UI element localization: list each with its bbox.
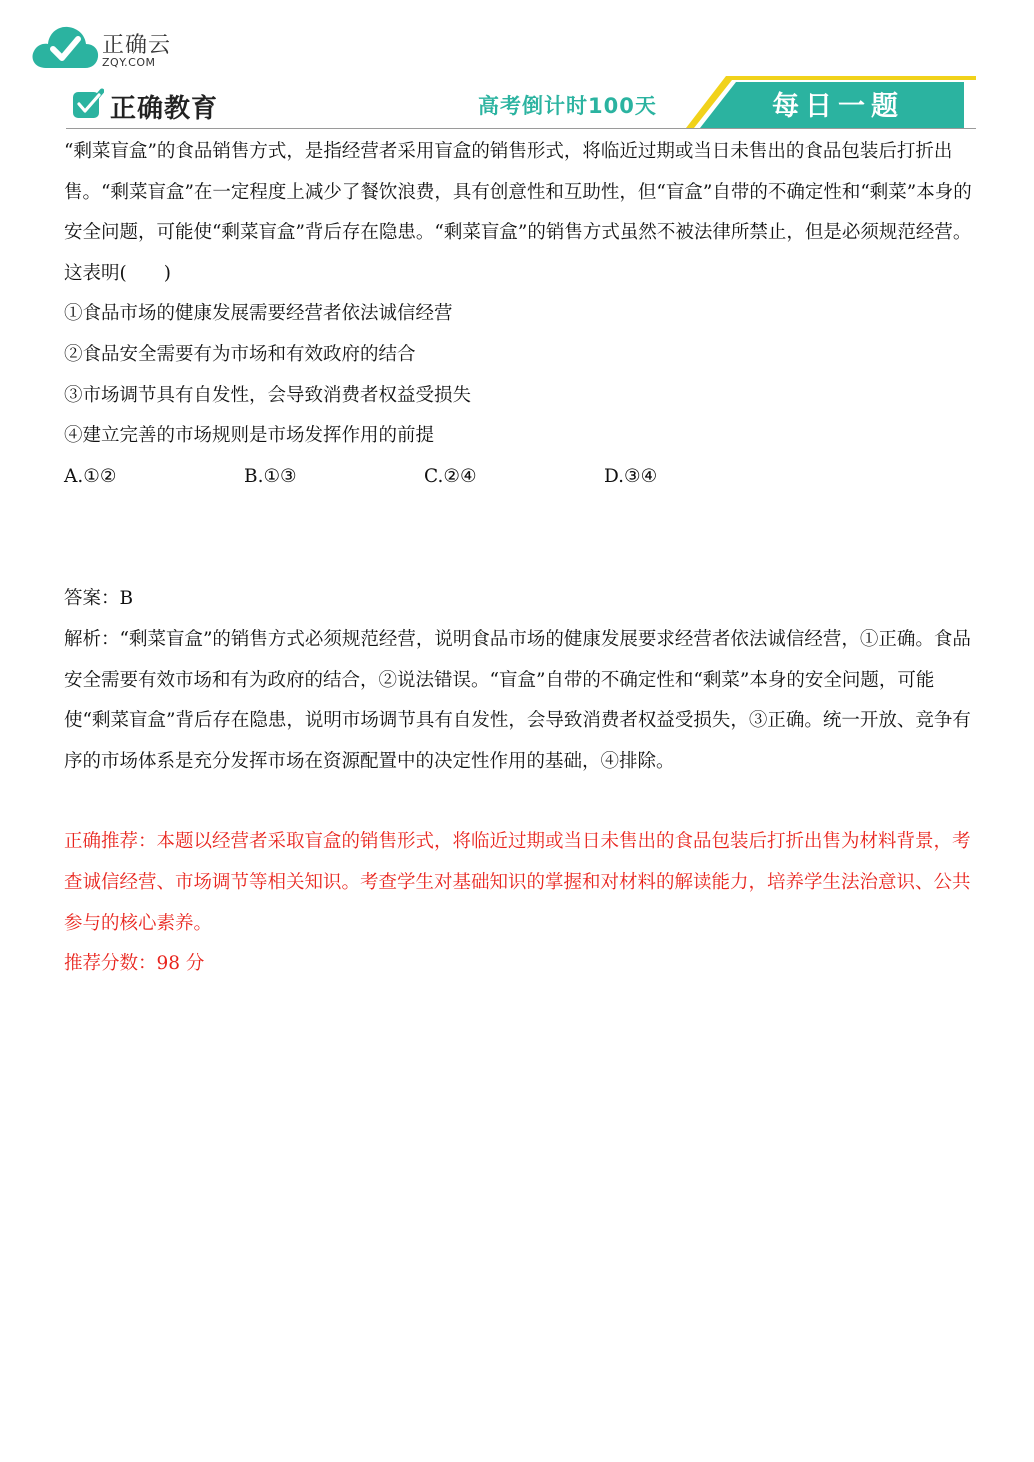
countdown-label: 高考倒计时100天	[478, 94, 657, 118]
option-a: A.①②	[64, 465, 117, 487]
spacer	[64, 782, 972, 822]
statement-4: ④建立完善的市场规则是市场发挥作用的前提	[64, 425, 435, 447]
zqy-logo	[30, 22, 190, 74]
option-b: B.①③	[244, 465, 297, 487]
daily-question-label: 每日一题	[772, 91, 904, 122]
answer-label: 答案：B	[64, 588, 134, 610]
question-content	[64, 132, 972, 985]
question-stem: “剩菜盲盒”的食品销售方式，是指经营者采用盲盒的销售形式，将临近过期或当日未售出的食品包装后打折出售。“剩菜盲盒”在一定程度上减少了餐饮浪费，具有创意性和互助性，但“盲盒”自带的不确定性和“剩菜”本身的安全问题，可能使“剩菜盲盒”背后存在隐患。“剩菜盲盒”的销售方式虽然不被法律所禁止，但是必须规范经营。这表明( )	[64, 141, 972, 284]
brand-name: 正确教育	[110, 94, 219, 124]
checkbox-check-icon	[72, 88, 104, 120]
option-d: D.③④	[604, 465, 658, 487]
page-header	[66, 74, 976, 130]
answer-analysis: 解析：“剩菜盲盒”的销售方式必须规范经营，说明食品市场的健康发展要求经营者依法诚信经营，①正确。食品安全需要有效市场和有为政府的结合，②说法错误。“盲盒”自带的不确定性和“剩菜”本身的安全问题，可能使“剩菜盲盒”背后存在隐患，说明市场调节具有自发性，会导致消费者权益受损失，③正确。统一开放、竞争有序的市场体系是充分发挥市场在资源配置中的决定性作用的基础，④排除。	[64, 628, 971, 772]
option-c: C.②④	[424, 465, 477, 487]
spacer	[64, 497, 972, 579]
logo-name-en: ZQY.COM	[102, 56, 156, 69]
statement-3: ③市场调节具有自发性，会导致消费者权益受损失	[64, 384, 472, 406]
answer-options	[64, 457, 972, 498]
recommend-text: 正确推荐：本题以经营者采取盲盒的销售形式，将临近过期或当日未售出的食品包装后打折出售为材料背景，考查诚信经营、市场调节等相关知识。考查学生对基础知识的掌握和对材料的解读能力，培养学生法治意识、公共参与的核心素养。	[64, 831, 971, 934]
cloud-check-icon	[30, 22, 100, 72]
recommend-score: 推荐分数：98 分	[64, 953, 205, 975]
header-divider	[66, 128, 976, 129]
statement-2: ②食品安全需要有为市场和有效政府的结合	[64, 343, 416, 365]
logo-name-cn: 正确云	[102, 33, 172, 58]
statement-1: ①食品市场的健康发展需要经营者依法诚信经营	[64, 303, 453, 325]
